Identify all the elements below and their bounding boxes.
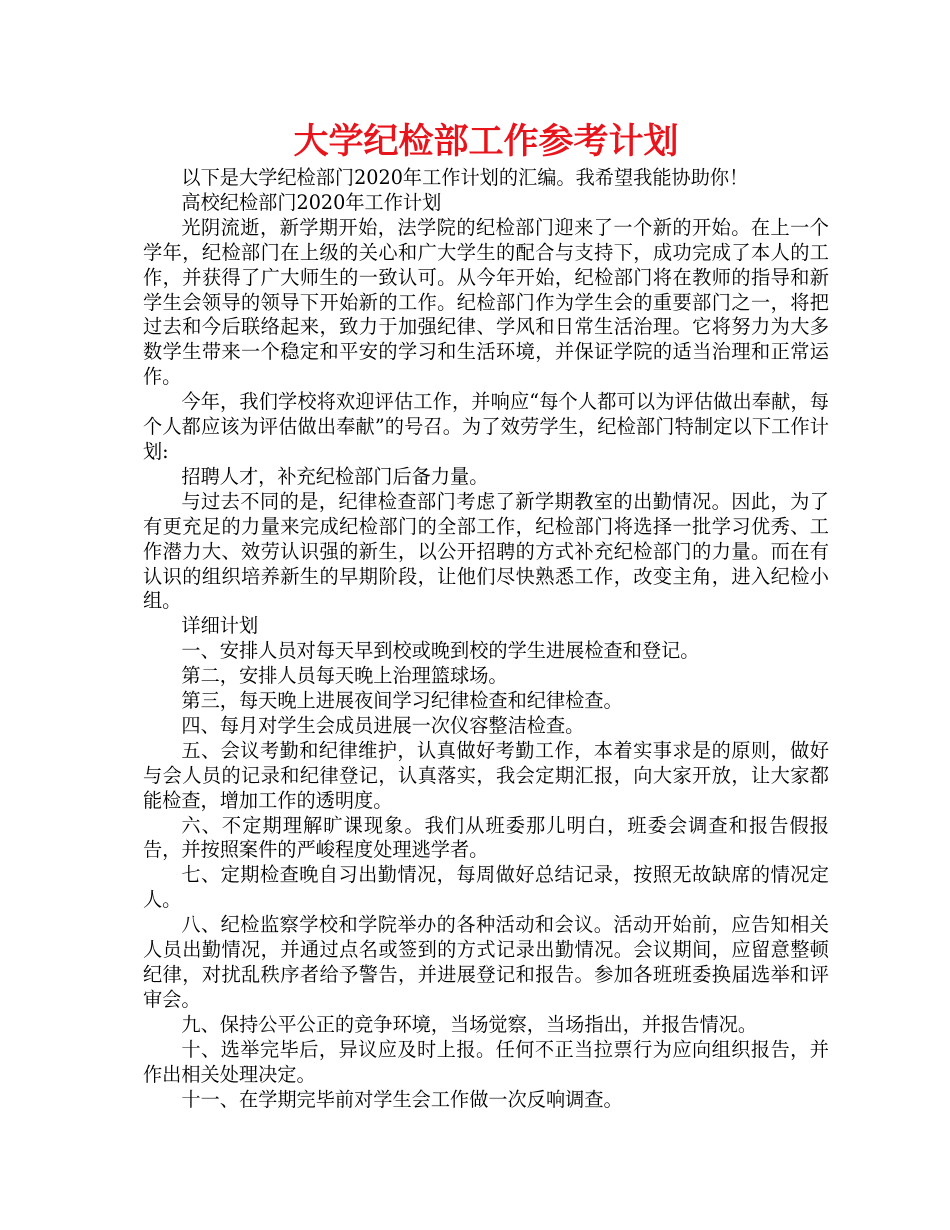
paragraph-recruit: 招聘人才，补充纪检部门后备力量。 [181, 464, 489, 488]
document-page [143, 118, 829, 1112]
paragraph-subtitle: 高校纪检部门2020年工作计划 [181, 190, 442, 214]
plan-item-1: 一、安排人员对每天早到校或晚到校的学生进展检查和登记。 [181, 639, 700, 663]
plan-item-5: 五、会议考勤和纪律维护，认真做好考勤工作，本着实事求是的原则，做好与会人员的记录和纪律登记，认真落实，我会定期汇报，向大家开放，让大家都能检查，增加工作的透明度。 [143, 738, 829, 812]
paragraph-intro: 以下是大学纪检部门2020年工作计划的汇编。我希望我能协助你！ [181, 166, 749, 189]
plan-item-2: 第二，安排人员每天晚上治理篮球场。 [181, 664, 508, 688]
document-body [143, 166, 829, 1112]
plan-item-3: 第三，每天晚上进展夜间学习纪律检查和纪律检查。 [181, 689, 623, 713]
paragraph-plan-heading: 详细计划 [181, 614, 259, 638]
plan-item-9: 九、保持公平公正的竞争环境，当场觉察，当场指出，并报告情况。 [181, 1012, 758, 1036]
plan-item-8: 八、纪检监察学校和学院举办的各种活动和会议。活动开始前，应告知相关人员出勤情况，并通过点名或签到的方式记录出勤情况。会议期间，应留意整顿纪律，对扰乱秩序者给予警告，并进展登记和报告。参加各班班委换届选举和评审会。 [143, 913, 829, 1011]
plan-item-4: 四、每月对学生会成员进展一次仪容整洁检查。 [181, 713, 585, 737]
paragraph-this-year: 今年，我们学校将欢迎评估工作，并响应“每个人都可以为评估做出奉献，每个人都应该为评估做出奉献”的号召。为了效劳学生，纪检部门特制定以下工作计划: [143, 390, 829, 463]
paragraph-background: 光阴流逝，新学期开始，法学院的纪检部门迎来了一个新的开始。在上一个学年，纪检部门在上级的关心和广大学生的配合与支持下，成功完成了本人的工作，并获得了广大师生的一致认可。从今年开始，纪检部门将在教师的指导和新学生会领导的领导下开始新的工作。纪检部门作为学生会的重要部门之一，将把过去和今后联络起来，致力于加强纪律、学风和日常生活治理。它将努力为大多数学生带来一个稳定和平安的学习和生活环境，并保证学院的适当治理和正常运作。 [143, 215, 829, 389]
plan-item-10: 十、选举完毕后，异议应及时上报。任何不正当拉票行为应向组织报告，并作出相关处理决定。 [143, 1037, 829, 1086]
document-title: 大学纪检部工作参考计划 [293, 122, 679, 162]
paragraph-recruit-detail: 与过去不同的是，纪律检查部门考虑了新学期教室的出勤情况。因此，为了有更充足的力量来完成纪检部门的全部工作，纪检部门将选择一批学习优秀、工作潜力大、效劳认识强的新生，以公开招聘的方式补充纪检部门的力量。而在有认识的组织培养新生的早期阶段，让他们尽快熟悉工作，改变主角，进入纪检小组。 [143, 489, 829, 613]
plan-item-11: 十一、在学期完毕前对学生会工作做一次反响调查。 [181, 1087, 623, 1111]
plan-item-6: 六、不定期理解旷课现象。我们从班委那儿明白，班委会调查和报告假报告，并按照案件的严峻程度处理逃学者。 [143, 813, 829, 862]
plan-item-7: 七、定期检查晚自习出勤情况，每周做好总结记录，按照无故缺席的情况定人。 [143, 863, 829, 912]
